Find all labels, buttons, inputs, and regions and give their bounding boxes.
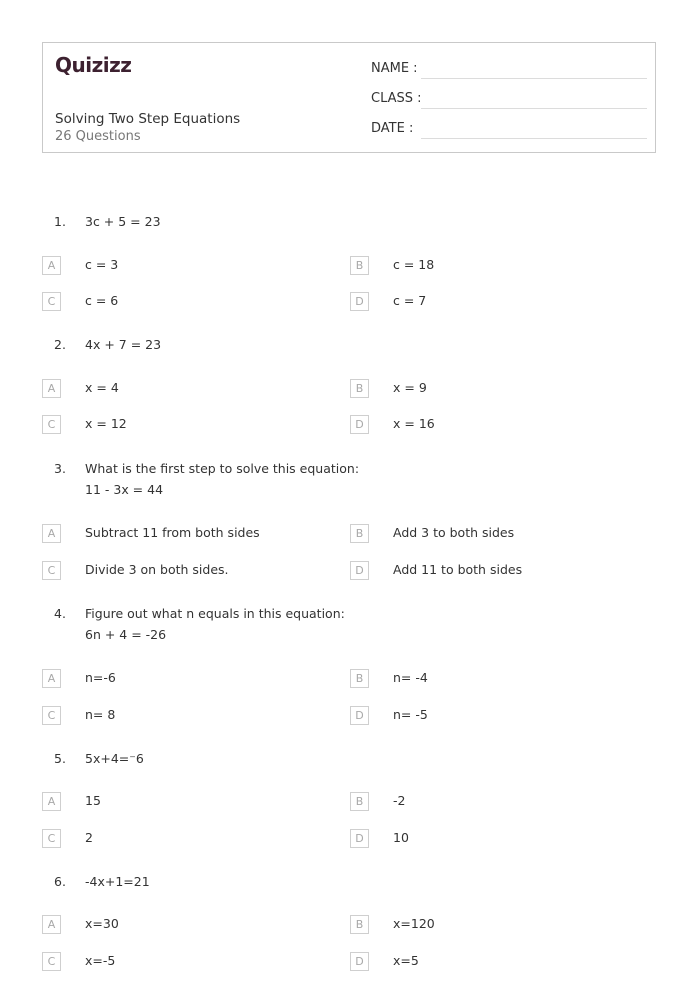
option-letter: A [42,792,61,811]
question-text-line-2: 11 - 3x = 44 [85,482,164,497]
option-text: n=-6 [85,670,116,685]
worksheet-header [42,42,656,153]
option-letter: B [350,256,369,275]
option-text: 15 [85,793,101,808]
question-number: 6. [54,874,66,889]
question-text: 5x+4=⁻6 [85,751,144,766]
option-text: n= -5 [393,707,428,722]
option-letter: A [42,524,61,543]
date-label: DATE : [371,121,414,136]
quizizz-logo: Quizizz [55,53,132,77]
option-letter: A [42,379,61,398]
question-text-line-2: 6n + 4 = -26 [85,627,167,642]
option-text: x=5 [393,953,419,968]
option-text: c = 18 [393,257,435,272]
option-text: Add 11 to both sides [393,562,523,577]
option-letter: D [350,292,369,311]
question-text-line-1: Figure out what n equals in this equation: [85,606,345,621]
option-text: Subtract 11 from both sides [85,525,260,540]
option-letter: D [350,415,369,434]
question-number: 1. [54,214,66,229]
option-letter: A [42,256,61,275]
option-text: 10 [393,830,409,845]
option-text: x = 12 [85,416,127,431]
option-letter: D [350,952,369,971]
name-input-line[interactable] [421,78,647,79]
option-letter: B [350,524,369,543]
option-text: x = 4 [85,380,119,395]
name-field[interactable] [371,59,647,89]
date-input-line[interactable] [421,138,647,139]
option-text: Divide 3 on both sides. [85,562,229,577]
name-label: NAME : [371,61,418,76]
option-letter: C [42,415,61,434]
option-letter: D [350,706,369,725]
question-number: 5. [54,751,66,766]
option-letter: C [42,952,61,971]
option-text: x = 9 [393,380,427,395]
option-text: x=30 [85,916,119,931]
date-field[interactable] [371,119,647,149]
option-text: n= 8 [85,707,116,722]
question-number: 4. [54,606,66,621]
option-letter: D [350,561,369,580]
class-input-line[interactable] [421,108,647,109]
student-info-fields [371,59,647,149]
question-text: 4x + 7 = 23 [85,337,162,352]
question-text: 3c + 5 = 23 [85,214,161,229]
option-letter: A [42,915,61,934]
question-text-line-1: What is the first step to solve this equation: [85,461,360,476]
question-number: 2. [54,337,66,352]
class-label: CLASS : [371,91,422,106]
option-letter: A [42,669,61,688]
option-text: x = 16 [393,416,435,431]
question-count: 26 Questions [55,129,141,144]
option-text: -2 [393,793,406,808]
option-text: c = 7 [393,293,427,308]
option-letter: B [350,792,369,811]
question-text: -4x+1=21 [85,874,150,889]
option-text: x=120 [393,916,435,931]
worksheet-title: Solving Two Step Equations [55,111,241,127]
option-text: Add 3 to both sides [393,525,515,540]
option-text: 2 [85,830,93,845]
option-letter: B [350,669,369,688]
option-letter: C [42,292,61,311]
option-letter: C [42,561,61,580]
option-text: n= -4 [393,670,428,685]
option-letter: B [350,379,369,398]
question-number: 3. [54,461,66,476]
option-letter: C [42,829,61,848]
option-text: x=-5 [85,953,116,968]
option-letter: C [42,706,61,725]
option-letter: B [350,915,369,934]
option-text: c = 6 [85,293,119,308]
option-letter: D [350,829,369,848]
class-field[interactable] [371,89,647,119]
option-text: c = 3 [85,257,119,272]
